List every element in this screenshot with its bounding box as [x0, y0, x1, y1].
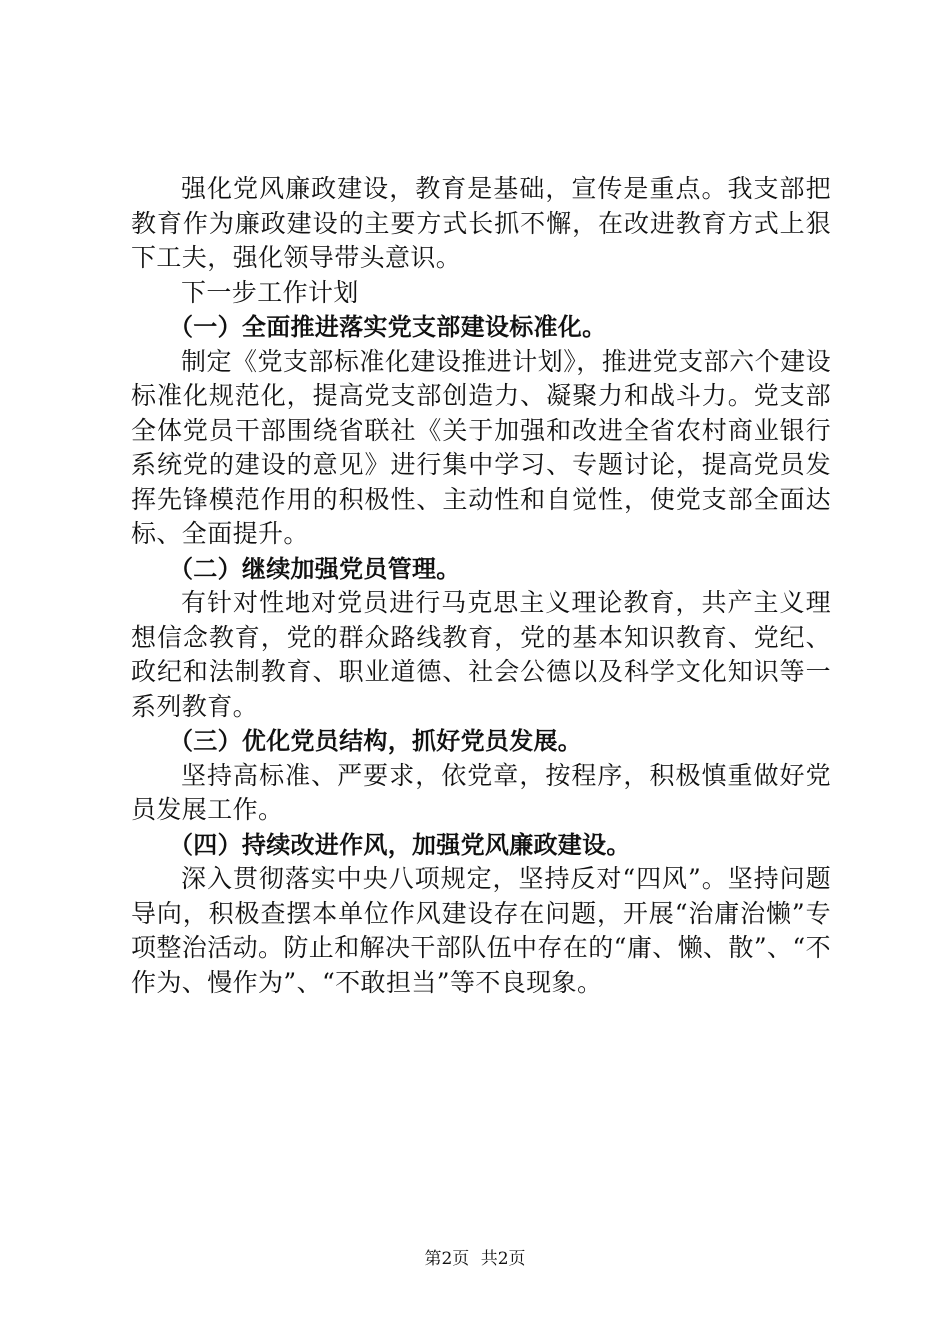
section-heading-1: （一）全面推进落实党支部建设标准化。	[169, 313, 607, 341]
page-footer	[0, 1244, 950, 1269]
section-heading-4: （四）持续改进作风，加强党风廉政建设。	[169, 830, 631, 859]
page-number: 第2页	[424, 1249, 470, 1269]
page-total: 共2页	[480, 1249, 526, 1269]
section-heading-3: （三）优化党员结构，抓好党员发展。	[169, 727, 583, 755]
plan-title: 下一步工作计划	[181, 277, 359, 307]
document-body	[131, 172, 831, 1000]
section-body-4: 深入贯彻落实中央八项规定，坚持反对“四风”。坚持问题导向，积极查摆本单位作风建设存在问题，开展“治庸治懒”专项整治活动。防止和解决干部队伍中存在的“庸、懒、散”、“不作为、慢作为”、“不敢担当”等不良现象。	[131, 864, 831, 997]
intro-paragraph: 强化党风廉政建设，教育是基础，宣传是重点。我支部把教育作为廉政建设的主要方式长抓不懈，在改进教育方式上狠下工夫，强化领导带头意识。	[131, 174, 831, 272]
section-body-3: 坚持高标准、严要求，依党章，按程序，积极慎重做好党员发展工作。	[131, 760, 831, 824]
section-body-1: 制定《党支部标准化建设推进计划》，推进党支部六个建设标准化规范化，提高党支部创造力、凝聚力和战斗力。党支部全体党员干部围绕省联社《关于加强和改进全省农村商业银行系统党的建设的意见》进行集中学习、专题讨论，提高党员发挥先锋模范作用的积极性、主动性和自觉性，使党支部全面达标、全面提升。	[131, 346, 831, 548]
section-body-2: 有针对性地对党员进行马克思主义理论教育，共产主义理想信念教育，党的群众路线教育，党的基本知识教育、党纪、政纪和法制教育、职业道德、社会公德以及科学文化知识等一系列教育。	[131, 588, 831, 721]
section-heading-2: （二）继续加强党员管理。	[169, 554, 461, 583]
